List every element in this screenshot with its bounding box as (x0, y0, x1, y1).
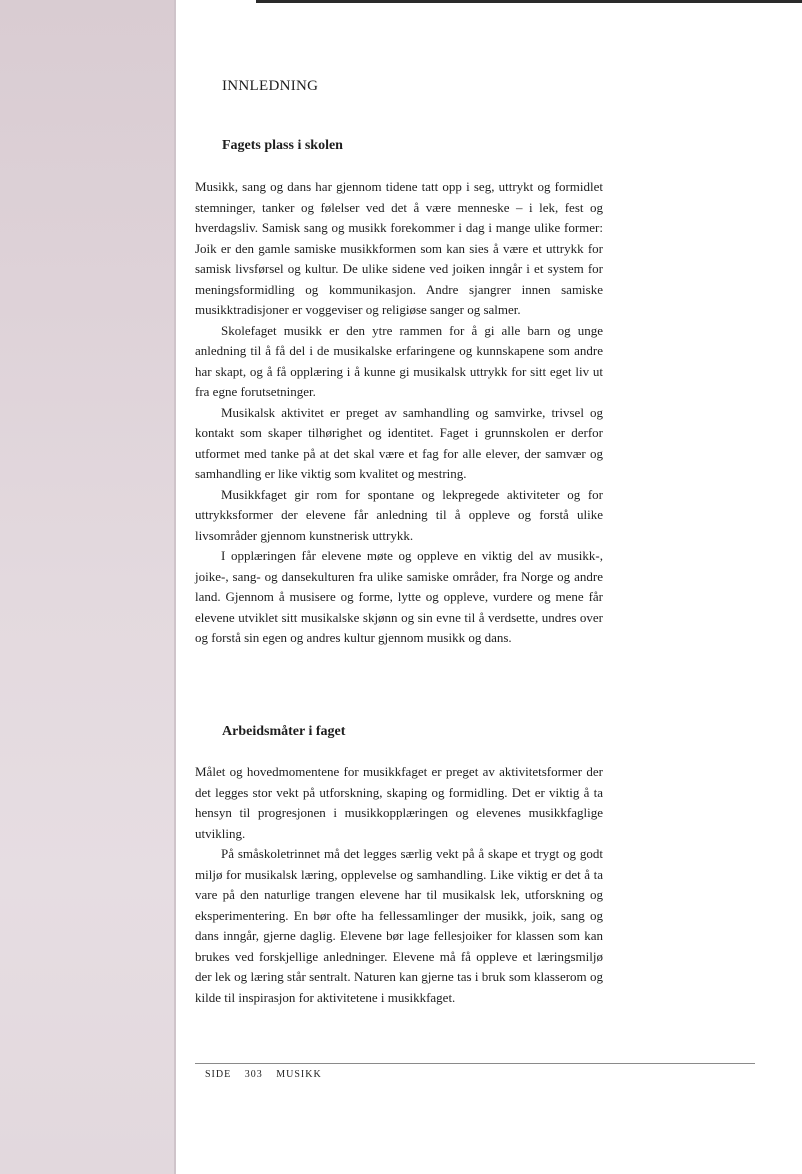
paragraph: Målet og hovedmomentene for musikkfaget er preget av aktivitetsformer der det legges stor vekt på utforskning, skaping og formidling. Det er viktig å ta hensyn til progresjonen i musikkopplæringen og elevenes musikkfaglige utvikling. (195, 764, 603, 841)
paragraph: Musikalsk aktivitet er preget av samhandling og samvirke, trivsel og kontakt som skaper tilhørighet og identitet. Faget i grunnskolen er derfor utformet med tanke på at det skal være et fag for alle elever, der samvær og samhandling er like viktig som kvalitet og mestring. (195, 404, 603, 481)
paragraph: Musikkfaget gir rom for spontane og lekpregede aktiviteter og for uttrykksformer der elevene får anledning til å oppleve og forstå ulike livsområder gjennom kunstnerisk uttrykk. (195, 486, 603, 543)
paragraph: På småskoletrinnet må det legges særlig vekt på å skape et trygt og godt miljø for musikalsk læring, opplevelse og samhandling. Like viktig er det å ta vare på den naturlige trangen elevene har til musikalsk lek, utforskning og eksperimentering. En bør ofte ha fellessamlinger der musikk, joik, sang og dans inngår, gjerne daglig. Elevene bør lage fellesjoiker for klassen som kan brukes ved forskjellige anledninger. Elevene må få oppleve et læringsmiljø der lek og læring står sentralt. Naturen kan gjerne tas i bruk som klasserom og kilde til inspirasjon for aktivitetene i musikkfaget. (195, 846, 603, 1005)
footer-side-label: SIDE (205, 1069, 232, 1080)
top-rule (176, 0, 802, 3)
section-heading-fagets-plass: Fagets plass i skolen (222, 138, 343, 153)
paragraph: Musikk, sang og dans har gjennom tidene tatt opp i seg, uttrykt og formidlet stemninger, tanker og følelser ved det å være menneske – i lek, fest og hverdagsliv. Samisk sang og musikk forekommer i dag i mange ulike former: Joik er den gamle samiske musikkformen som kan sies å være et uttrykk for samisk livsførsel og kultur. De ulike sidene ved joiken inngår i et system for meningsformidling og kommunikasjon. Andre sjangrer innen samiske musikktradisjoner er voggeviser og religiøse sanger og salmer. (195, 179, 603, 317)
chapter-heading: INNLEDNING (222, 78, 319, 94)
section-heading-arbeidsmater: Arbeidsmåter i faget (222, 724, 346, 739)
paragraph: I opplæringen får elevene møte og oppleve en viktig del av musikk-, joike-, sang- og dansekulturen fra ulike samiske områder, fra Norge og andre land. Gjennom å musisere og forme, lytte og oppleve, vurdere og mene får elevene utviklet sitt musikalske skjønn og sin evne til å verdsette, undres over og forstå sin egen og andres kultur gjennom musikk og dans. (195, 548, 603, 645)
footer-page-number: 303 (244, 1069, 263, 1080)
page-margin-band (0, 0, 176, 1174)
section-body-arbeidsmater (195, 762, 603, 1008)
footer-subject: MUSIKK (276, 1069, 322, 1080)
section-body-fagets-plass (195, 177, 603, 649)
page-footer (205, 1069, 332, 1080)
footer-rule (195, 1063, 755, 1064)
paragraph: Skolefaget musikk er den ytre rammen for å gi alle barn og unge anledning til å få del i de musikalske erfaringene og kunnskapene som andre har skapt, og å få opplæring i å kunne gi musikalsk uttrykk for sitt eget liv ut fra egne forutsetninger. (195, 322, 603, 399)
